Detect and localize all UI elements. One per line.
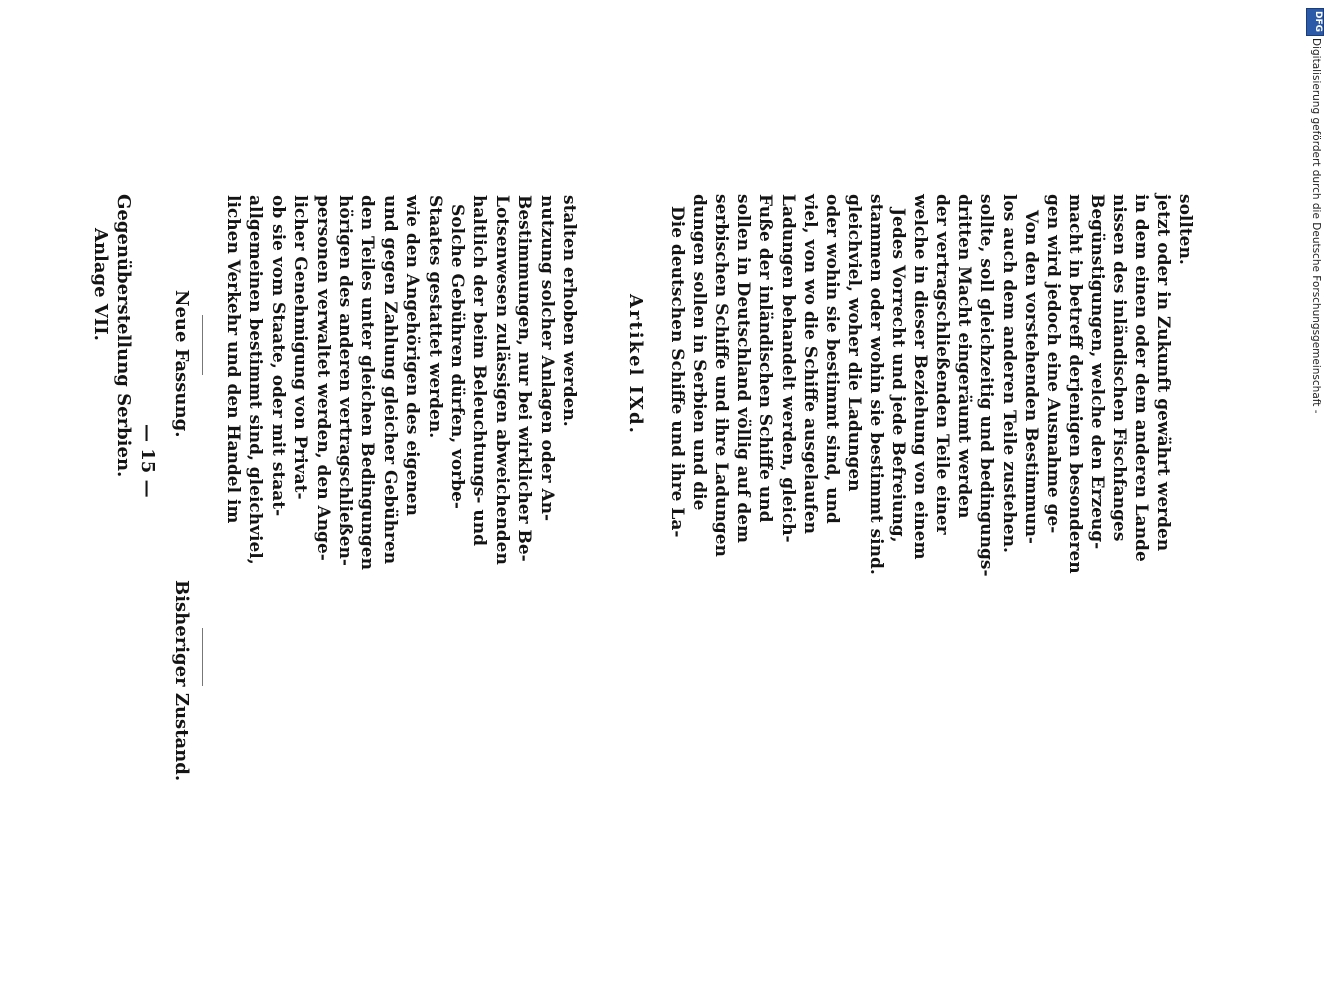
text-line: und gegen Zahlung gleicher Gebühren: [379, 195, 400, 565]
text-line: gleichviel, woher die Ladungen: [843, 194, 864, 492]
text-line: Die deutschen Schiffe und ihre La-: [667, 206, 687, 538]
text-line: sollten.: [1175, 194, 1196, 265]
text-line: den Teiles unter gleichen Bedingungen: [357, 195, 378, 570]
text-line: hörigen des anderen vertragschließen-: [335, 195, 355, 566]
text-line: sollte, soll gleichzeitig und bedingungs-: [976, 194, 997, 577]
text-line: Ladungen behandelt werden, gleich-: [777, 194, 798, 543]
left-column-heading: Bisheriger Zustand.: [171, 580, 192, 782]
text-line: wie den Angehörigen des eigenen: [402, 195, 423, 516]
text-line: sollen in Deutschland völlig auf dem: [733, 194, 754, 544]
text-line: lichen Verkehr und den Handel im: [223, 195, 243, 524]
text-line: Lotsenwesen zulässigen abweichenden: [491, 195, 512, 565]
dfg-logo-icon: [1306, 8, 1324, 36]
text-line: licher Genehmigung von Privat-: [290, 195, 311, 500]
text-line: Begünstigungen, welche den Erzeug-: [1086, 194, 1107, 550]
digitization-credit: Digitalisierung gefördert durch die Deutsche Forschungsgemeinschaft -: [1310, 38, 1322, 414]
text-line: serbischen Schiffe und ihre Ladungen: [711, 194, 732, 557]
text-line: allgemeinen bestimmt sind, gleichviel,: [245, 195, 266, 565]
text-line: Solche Gebühren dürfen, vorbe-: [447, 204, 467, 509]
text-line: gen wird jedoch eine Ausnahme ge-: [1042, 194, 1063, 534]
text-line: Staates gestattet werden.: [424, 195, 445, 439]
page-number: — 15 —: [137, 424, 158, 498]
text-line: Bestimmungen, nur bei wirklicher Be-: [514, 195, 535, 562]
text-line: ob sie vom Staate, oder mit staat-: [267, 195, 288, 517]
text-line: oder wohin sie bestimmt sind, und: [821, 194, 842, 524]
text-line: dritten Macht eingeräumt werden: [954, 194, 975, 519]
text-line: personen verwaltet werden, den Ange-: [312, 195, 333, 561]
text-line: haltlich der beim Beleuchtungs- und: [469, 195, 490, 547]
right-heading-rule: [202, 315, 203, 375]
article-heading: Artikel IXd.: [625, 294, 646, 435]
right-column-heading: Neue Fassung.: [171, 290, 192, 438]
left-heading-rule: [202, 628, 203, 686]
text-line: nutzung solcher Anlagen oder An-: [536, 195, 557, 522]
text-line: Von den vorstehenden Bestimmun-: [1020, 210, 1041, 544]
text-line: welche in dieser Beziehung von einem: [910, 194, 931, 560]
text-line: der vertragschließenden Teile einer: [932, 194, 953, 535]
appendix-subtitle: Gegenüberstellung Serbien.: [113, 194, 134, 478]
text-line: viel, von wo die Schiffe ausgelaufen: [799, 194, 820, 535]
text-line: jetzt oder in Zukunft gewährt werden: [1153, 194, 1174, 552]
text-line: stalten erhoben werden.: [559, 195, 579, 427]
text-line: nissen des inländischen Fischfanges: [1109, 194, 1129, 542]
text-line: dungen sollen in Serbien und die: [689, 194, 710, 511]
text-line: in dem einen oder dem anderen Lande: [1131, 194, 1152, 562]
text-line: stammen oder wohin sie bestimmt sind.: [865, 194, 886, 575]
dfg-logo-text: DFG: [1313, 11, 1323, 33]
appendix-title: Anlage VII.: [90, 228, 111, 341]
text-line: Jedes Vorrecht und jede Befreiung,: [888, 208, 908, 543]
text-line: macht in betreff derjenigen besonderen: [1064, 194, 1085, 574]
text-line: Fuße der inländischen Schiffe und: [755, 194, 776, 523]
text-line: los auch dem anderen Teile zustehen.: [998, 194, 1019, 553]
